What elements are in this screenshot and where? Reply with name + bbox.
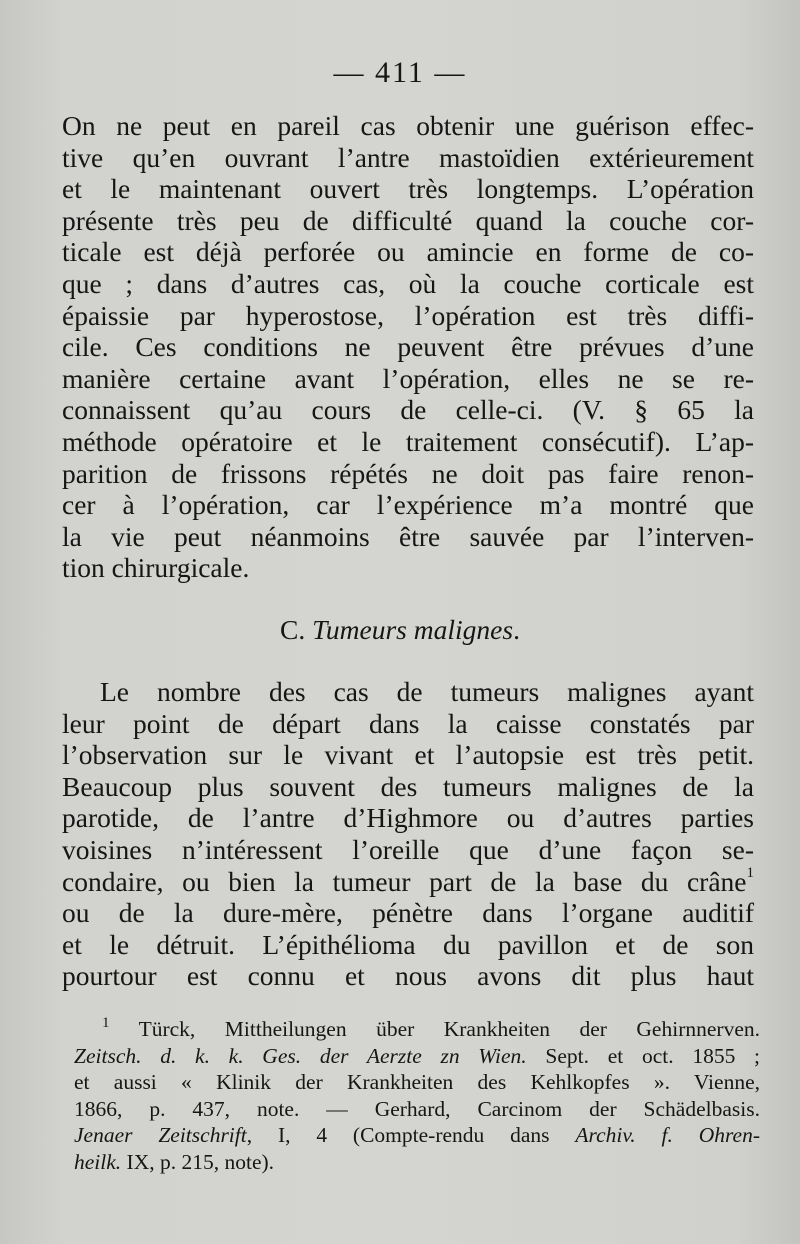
footnote-text: , I, 4 (Compte-rendu dans <box>246 1123 576 1147</box>
text-line: cile. Ces conditions ne peuvent être prévues d’une <box>62 331 754 363</box>
footnote-journal: Zeitsch. d. k. k. Ges. der Aerzte zn Wien. <box>74 1043 527 1068</box>
footnote-line: et aussi « Klinik der Krankheiten des Kehlkopfes ». Vienne, <box>74 1070 760 1094</box>
paragraph-malignant-tumors <box>62 676 754 992</box>
footnote-marker: 1 <box>102 1015 110 1031</box>
footnote-line <box>74 1016 760 1043</box>
footnote-text: Sept. et oct. 1855 ; <box>526 1043 761 1068</box>
text-line: la vie peut néanmoins être sauvée par l’interven- <box>62 520 754 552</box>
text-line: Beaucoup plus souvent des tumeurs malignes de la <box>62 770 754 802</box>
text-line: Le nombre des cas de tumeurs malignes ayant <box>100 676 754 707</box>
text-line: parition de frissons répétés ne doit pas faire renon- <box>62 457 754 489</box>
text-line: tion chirurgicale. <box>62 552 250 584</box>
text-line: ticale est déjà perforée ou amincie en forme de co- <box>62 236 754 268</box>
page-number: — 411 — <box>333 56 467 89</box>
text-line: manière certaine avant l’opération, elles ne se re- <box>62 362 754 394</box>
text-line: et le détruit. L’épithélioma du pavillon et de son <box>62 928 754 960</box>
footnote-text: IX, p. 215, note). <box>121 1149 275 1174</box>
text-line: épaissie par hyperostose, l’opération est très diffi- <box>62 299 754 331</box>
text-line: parotide, de l’antre d’Highmore ou d’autres parties <box>62 802 754 834</box>
footnote-line <box>74 1149 760 1176</box>
text-line: que ; dans d’autres cas, où la couche corticale est <box>62 267 754 299</box>
footnote-line <box>74 1122 760 1149</box>
text-line: tive qu’en ouvrant l’antre mastoïdien extérieurement <box>62 141 754 173</box>
footnote-journal: Archiv. f. Ohren- <box>575 1123 760 1147</box>
text-line: connaissent qu’au cours de celle-ci. (V. § 65 la <box>62 394 754 426</box>
text-line: On ne peut en pareil cas obtenir une guérison effec- <box>62 110 754 141</box>
footnote <box>74 1016 760 1175</box>
footnote-line <box>74 1043 760 1070</box>
section-title: Tumeurs malignes <box>312 614 514 645</box>
text-line: l’observation sur le vivant et l’autopsie est très petit. <box>62 739 754 771</box>
text-line: méthode opératoire et le traitement consécutif). L’ap- <box>62 425 754 457</box>
paragraph-mastoid-operation <box>62 110 754 584</box>
text-line: cer à l’opération, car l’expérience m’a montré que <box>62 489 754 521</box>
section-heading <box>0 614 800 646</box>
text-line-content: condaire, ou bien la tumeur part de la base du crâne <box>62 865 747 897</box>
text-line: leur point de départ dans la caisse constatés par <box>62 707 754 739</box>
section-title-period: . <box>513 614 520 645</box>
text-line <box>62 866 754 898</box>
footnote-journal: Jenaer Zeitschrift <box>74 1123 247 1147</box>
footnote-journal: heilk. <box>74 1149 122 1174</box>
section-letter: C. <box>280 614 306 645</box>
text-line: ou de la dure-mère, pénètre dans l’organe auditif <box>62 897 754 929</box>
text-line: voisines n’intéressent l’oreille que d’une façon se- <box>62 833 754 865</box>
footnote-line: 1866, p. 437, note. — Gerhard, Carcinom der Schädelbasis. <box>74 1096 760 1121</box>
footnote-text: Türck, Mittheilungen über Krankheiten der Gehirnnerven. <box>138 1017 760 1041</box>
text-line: et le maintenant ouvert très longtemps. L’opération <box>62 173 754 205</box>
text-line: pourtour est connu et nous avons dit plus haut <box>62 960 754 992</box>
footnote-reference: 1 <box>746 864 754 881</box>
text-line: présente très peu de difficulté quand la couche cor- <box>62 204 754 236</box>
